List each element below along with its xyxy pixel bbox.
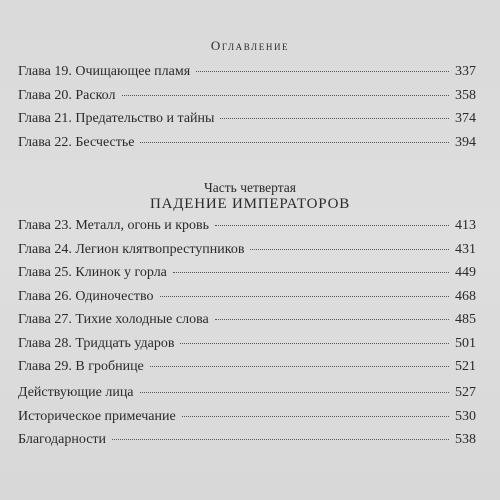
dot-leader bbox=[196, 71, 449, 72]
dot-leader bbox=[182, 416, 449, 417]
toc-entry-title: Глава 25. Клинок у горла bbox=[18, 265, 167, 280]
toc-entry-title: Глава 27. Тихие холодные слова bbox=[18, 312, 209, 327]
dot-leader bbox=[250, 249, 449, 250]
toc-entry bbox=[18, 242, 476, 266]
dot-leader bbox=[140, 142, 449, 143]
part-label: Часть четвертая bbox=[204, 180, 296, 195]
toc-entry bbox=[18, 336, 476, 360]
toc-entry bbox=[18, 312, 476, 336]
toc-entry-title: Глава 26. Одиночество bbox=[18, 288, 154, 304]
toc-entry-title: Действующие лица bbox=[18, 385, 134, 400]
toc-entry bbox=[18, 135, 476, 159]
toc-entry-title: Благодарности bbox=[18, 432, 107, 447]
dot-leader bbox=[122, 95, 450, 96]
toc-entry bbox=[18, 432, 476, 456]
toc-entry-page: 530 bbox=[455, 408, 476, 424]
toc-entry bbox=[18, 289, 476, 313]
toc-entry-page: 468 bbox=[455, 288, 476, 304]
toc-entry-title: Глава 19. Очищающее пламя bbox=[18, 64, 191, 79]
toc-heading: Оглавление bbox=[210, 38, 290, 53]
toc-entry bbox=[18, 88, 476, 112]
toc-entry bbox=[18, 64, 476, 88]
dot-leader bbox=[140, 392, 449, 393]
toc-group-appendix bbox=[18, 385, 476, 456]
toc-entry-page: 538 bbox=[455, 432, 476, 447]
dot-leader bbox=[150, 366, 449, 367]
dot-leader bbox=[160, 296, 449, 297]
toc-entry-title: Историческое примечание bbox=[18, 408, 176, 424]
dot-leader bbox=[215, 319, 449, 320]
toc-entry-page: 527 bbox=[455, 385, 476, 400]
toc-entry bbox=[18, 385, 476, 409]
dot-leader bbox=[180, 343, 449, 344]
toc-entry-title: Глава 22. Бесчестье bbox=[18, 134, 135, 150]
toc-entry bbox=[18, 111, 476, 135]
toc-entry-title: Глава 20. Раскол bbox=[18, 87, 116, 103]
toc-entry-title: Глава 21. Предательство и тайны bbox=[18, 111, 215, 126]
toc-entry bbox=[18, 218, 476, 242]
dot-leader bbox=[173, 272, 449, 273]
dot-leader bbox=[215, 225, 449, 226]
toc-entry bbox=[18, 409, 476, 433]
toc-entry-page: 394 bbox=[455, 134, 476, 150]
toc-entry-page: 358 bbox=[455, 87, 476, 103]
toc-entry-page: 521 bbox=[455, 359, 476, 374]
toc-entry-title: Глава 28. Тридцать ударов bbox=[18, 335, 175, 351]
toc-group-part-four bbox=[18, 218, 476, 383]
toc-entry-page: 431 bbox=[455, 241, 476, 257]
toc-entry-title: Глава 24. Легион клятвопреступников bbox=[18, 241, 245, 257]
part-title: ПАДЕНИЕ ИМПЕРАТОРОВ bbox=[149, 196, 351, 212]
dot-leader bbox=[112, 439, 449, 440]
toc-entry-title: Глава 23. Металл, огонь и кровь bbox=[18, 218, 210, 233]
toc-entry-page: 374 bbox=[455, 111, 476, 126]
toc-entry bbox=[18, 265, 476, 289]
toc-entry-page: 337 bbox=[455, 64, 476, 79]
toc-entry-title: Глава 29. В гробнице bbox=[18, 359, 144, 374]
toc-entry bbox=[18, 359, 476, 383]
dot-leader bbox=[220, 118, 449, 119]
toc-entry-page: 449 bbox=[455, 265, 476, 280]
toc-group-part-three bbox=[18, 64, 476, 158]
toc-entry-page: 501 bbox=[455, 335, 476, 351]
toc-entry-page: 413 bbox=[455, 218, 476, 233]
toc-entry-page: 485 bbox=[455, 312, 476, 327]
